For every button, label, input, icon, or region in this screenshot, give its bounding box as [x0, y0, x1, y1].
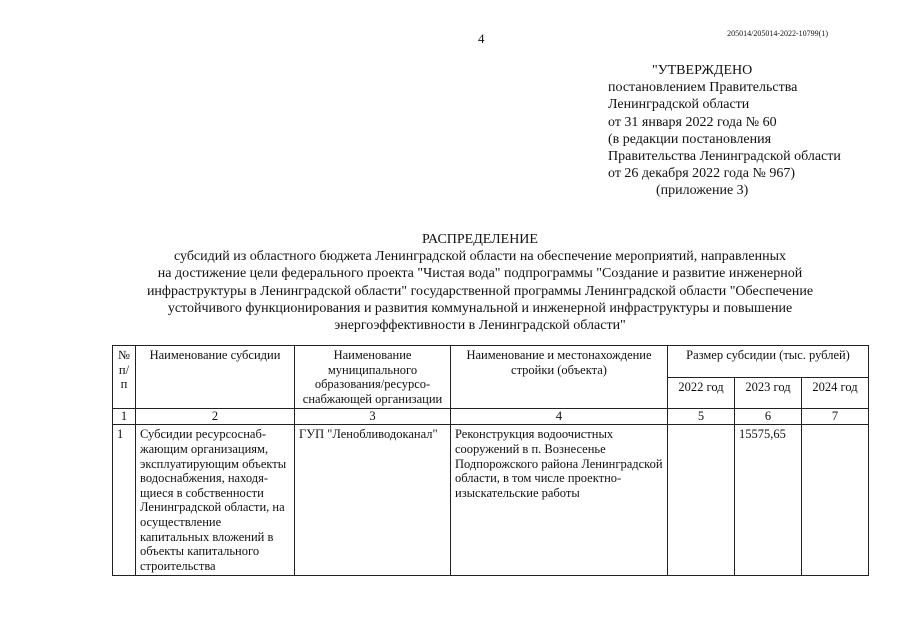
document-code: 205014/205014-2022-10799(1) — [727, 29, 828, 38]
header-year-2024: 2024 год — [802, 377, 869, 409]
column-index: 7 — [802, 409, 869, 425]
header-subsidy: Наименование субсидии — [136, 346, 295, 409]
row-municipality: ГУП "Ленобливодоканал" — [295, 425, 451, 576]
header-municipality: Наименование муниципального образования/ресурсо-снабжающей организации — [295, 346, 451, 409]
header-year-2023: 2023 год — [735, 377, 802, 409]
approval-line: (приложение 3) — [656, 183, 749, 199]
row-2022 — [668, 425, 735, 576]
page-number: 4 — [478, 31, 485, 46]
approval-line: Ленинградской области — [608, 97, 750, 113]
row-2024 — [802, 425, 869, 576]
approval-line: "УТВЕРЖДЕНО — [652, 63, 753, 78]
header-amount: Размер субсидии (тыс. рублей) — [668, 346, 869, 378]
row-2023: 15575,65 — [735, 425, 802, 576]
subtitle-line: на достижение цели федерального проекта "Чистая вода" подпрограммы "Создание и развитие инженерной — [157, 266, 803, 282]
column-index: 2 — [136, 409, 295, 425]
document-title — [120, 231, 840, 334]
column-index: 6 — [735, 409, 802, 425]
approval-line: Правительства Ленинградской области — [608, 149, 841, 165]
subsidy-distribution-table — [112, 345, 869, 576]
column-index: 4 — [451, 409, 668, 425]
subtitle-line: инфраструктуры в Ленинградской области" государственной программы Ленинградской области "Обеспечение — [146, 283, 814, 299]
approval-line: постановлением Правительства — [608, 80, 798, 96]
header-year-2022: 2022 год — [668, 377, 735, 409]
approval-line: от 31 января 2022 года № 60 — [608, 114, 777, 130]
subtitle-line: устойчивого функционирования и развития коммунальной и инженерной инфраструктуры и повышение — [167, 300, 793, 316]
header-row — [113, 346, 869, 378]
row-object: Реконструкция водоочистных сооружений в п. Вознесенье Подпорожского района Ленинградской области, в том числе проектно-изыскательские работы — [451, 425, 668, 576]
column-index: 1 — [113, 409, 136, 425]
column-index: 3 — [295, 409, 451, 425]
header-num: № п/п — [113, 346, 136, 409]
row-subsidy: Субсидии ресурсоснаб-жающим организациям, эксплуатирующим объекты водоснабжения, находя-щиеся в собственности Ленинградской области, на осуществление капитальных вложений в объекты капитального строительства — [136, 425, 295, 576]
header-object: Наименование и местонахождение стройки (объекта) — [451, 346, 668, 409]
row-num: 1 — [113, 425, 136, 576]
subtitle-line: субсидий из областного бюджета Ленинградской области на обеспечение мероприятий, направленных — [173, 249, 787, 265]
approval-stamp — [608, 62, 878, 200]
column-index-row — [113, 409, 869, 425]
approval-line: от 26 декабря 2022 года № 967) — [608, 166, 795, 182]
subtitle-line: энергоэффективности в Ленинградской области" — [334, 318, 626, 334]
column-index: 5 — [668, 409, 735, 425]
title-heading: РАСПРЕДЕЛЕНИЕ — [422, 232, 538, 247]
table-row — [113, 425, 869, 576]
approval-line: (в редакции постановления — [608, 131, 772, 147]
